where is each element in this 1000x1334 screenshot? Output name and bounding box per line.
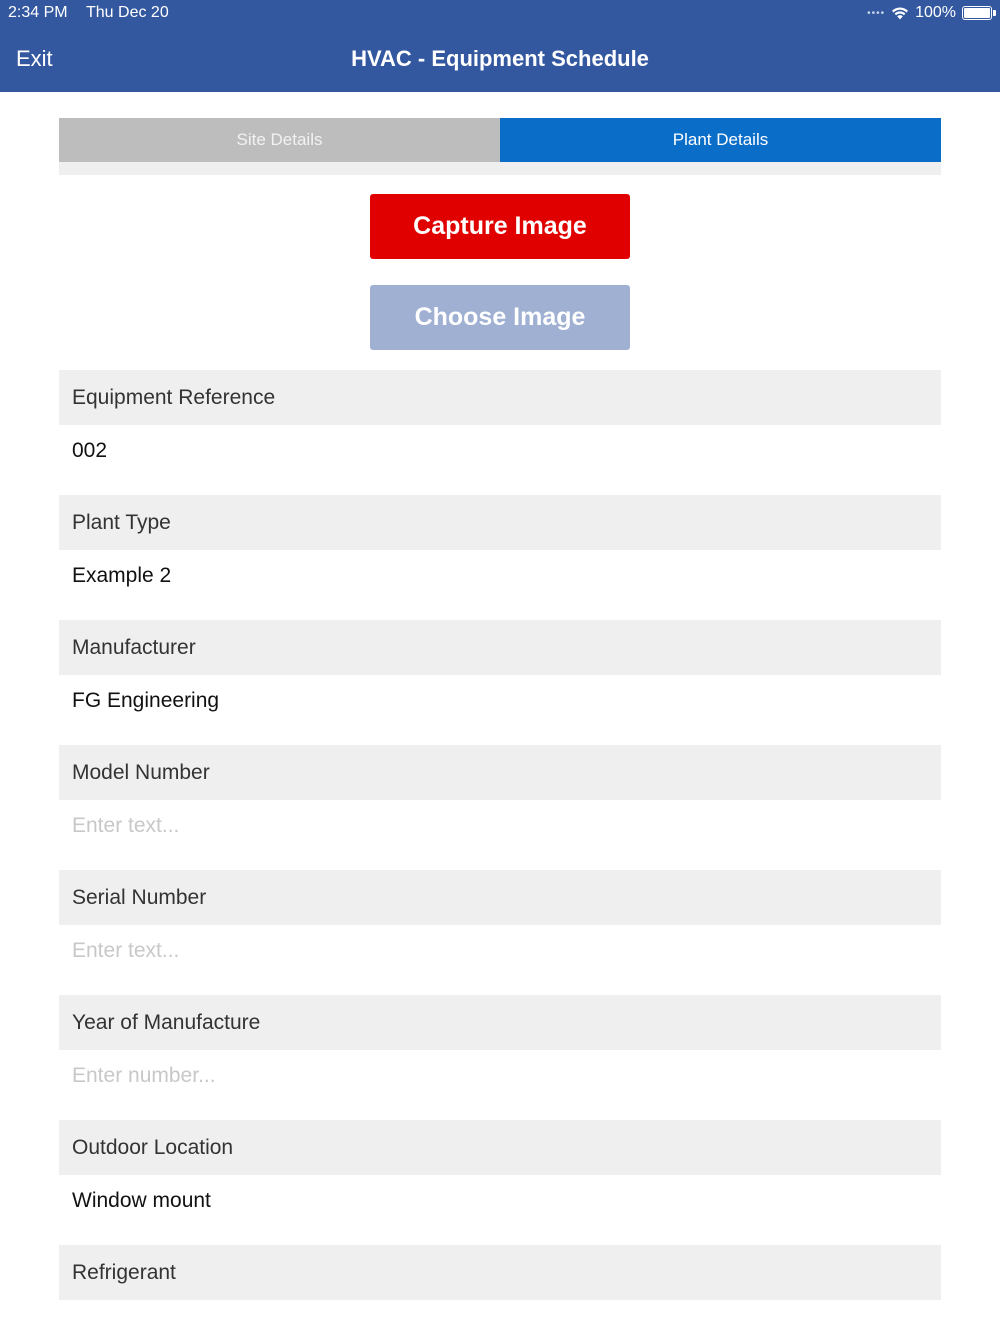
battery-icon (962, 6, 992, 20)
equipment-reference-input[interactable] (72, 436, 941, 466)
status-time: 2:34 PM (8, 4, 68, 21)
model-number-label: Model Number (59, 745, 941, 800)
plant-type-input[interactable] (72, 561, 941, 591)
choose-image-button[interactable]: Choose Image (370, 285, 630, 350)
cellular-signal-icon: •••• (867, 7, 886, 19)
model-number-input[interactable] (72, 811, 941, 841)
serial-number-label: Serial Number (59, 870, 941, 925)
serial-number-input[interactable] (72, 936, 941, 966)
status-bar (0, 0, 1000, 28)
segmented-tabs (59, 118, 941, 162)
outdoor-location-label: Outdoor Location (59, 1120, 941, 1175)
wifi-icon (891, 6, 909, 20)
tab-divider (59, 162, 941, 175)
battery-percent: 100% (915, 4, 956, 21)
capture-image-button[interactable]: Capture Image (370, 194, 630, 259)
tab-site-details[interactable]: Site Details (59, 118, 500, 162)
year-of-manufacture-label: Year of Manufacture (59, 995, 941, 1050)
navigation-bar (0, 0, 1000, 92)
year-of-manufacture-input[interactable] (72, 1061, 941, 1091)
refrigerant-label: Refrigerant (59, 1245, 941, 1300)
equipment-reference-label: Equipment Reference (59, 370, 941, 425)
exit-button[interactable]: Exit (16, 46, 53, 71)
status-date: Thu Dec 20 (86, 4, 169, 21)
status-indicators (867, 4, 992, 22)
manufacturer-input[interactable] (72, 686, 941, 716)
manufacturer-label: Manufacturer (59, 620, 941, 675)
outdoor-location-input[interactable] (72, 1186, 941, 1216)
tab-plant-details[interactable]: Plant Details (500, 118, 941, 162)
page-title: HVAC - Equipment Schedule (351, 46, 649, 71)
plant-type-label: Plant Type (59, 495, 941, 550)
